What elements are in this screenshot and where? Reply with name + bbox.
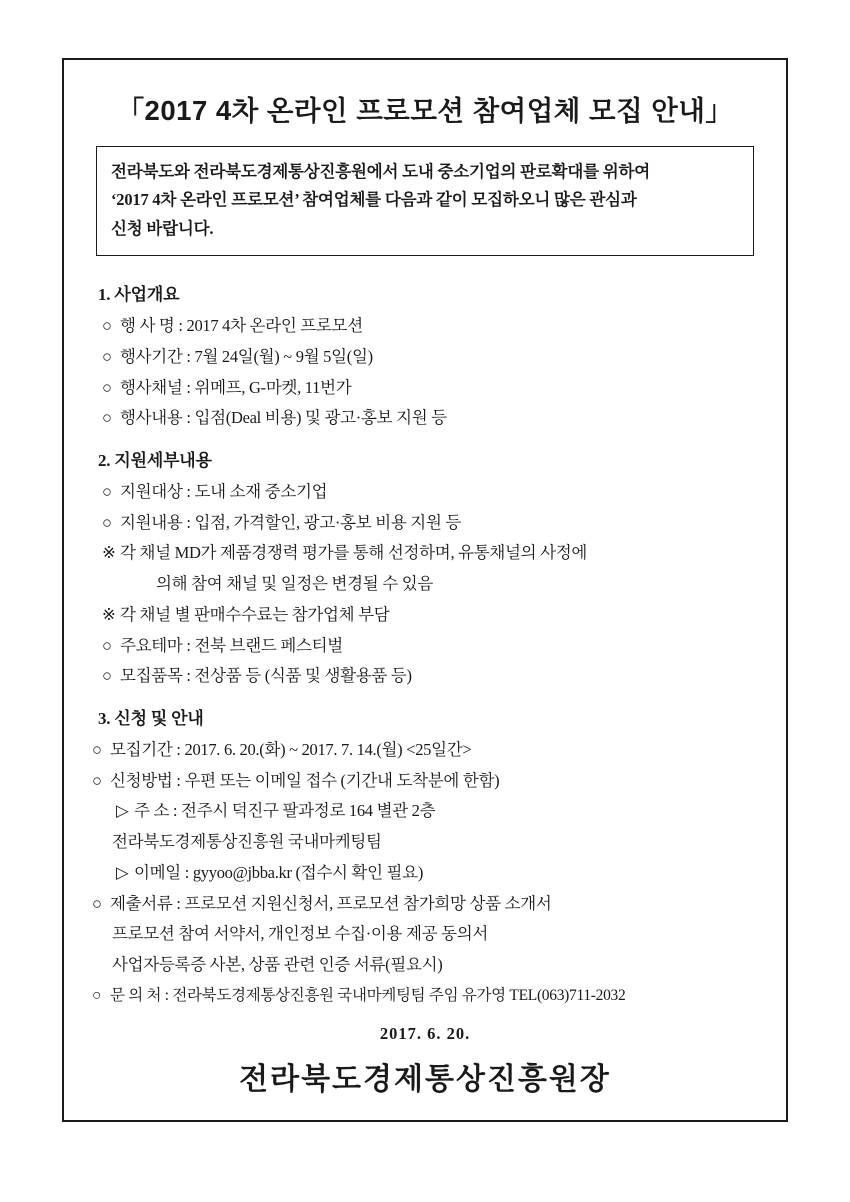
list-item-text: 의해 참여 채널 및 일정은 변경될 수 있음 [156,574,433,594]
issue-date: 2017. 6. 20. [379,1023,471,1043]
list-item-text: 주 소 : 전주시 덕진구 팔과정로 164 별관 2층 [134,801,436,821]
list-item-text: 모집품목 : 전상품 등 (식품 및 생활용품 등) [120,666,412,686]
list-item [90,510,760,537]
list-item-text: 행사내용 : 입점(Deal 비용) 및 광고·홍보 지원 등 [120,408,447,428]
section-heading: 3. 신청 및 안내 [98,709,204,729]
list-item-continuation [90,571,760,598]
section-application-info [90,704,760,1008]
document-page [62,58,788,1122]
bullet-circle-icon: ○ [102,635,112,655]
triangle-right-icon: ▷ [116,862,129,882]
list-item [90,313,760,340]
summary-line-1: 전라북도와 전라북도경제통상진흥원에서 도내 중소기업의 판로확대를 위하여 [111,162,651,181]
list-item-text: 행사채널 : 위메프, G-마켓, 11번가 [120,377,352,397]
section-heading: 1. 사업개요 [98,285,180,305]
list-item-text: 전라북도경제통상진흥원 국내마케팅팀 [112,832,382,852]
list-item [90,633,760,660]
bullet-circle-icon: ○ [92,986,102,1004]
bullet-circle-icon: ○ [102,377,112,397]
bullet-circle-icon: ○ [102,482,112,501]
list-item-text: 주요테마 : 전북 브랜드 페스티벌 [120,635,343,655]
list-item-note [90,602,760,629]
list-item-continuation [90,829,760,856]
list-item [90,663,760,690]
section-support-details [90,446,760,690]
list-item-text: 제출서류 : 프로모션 지원신청서, 프로모션 참가희망 상품 소개서 [110,893,552,913]
bullet-circle-icon: ○ [102,512,112,532]
list-item [90,344,760,371]
page-title: 「2017 4차 온라인 프로모션 참여업체 모집 안내」 [116,95,734,126]
bullet-circle-icon: ○ [92,770,102,790]
bullet-circle-icon: ○ [102,666,112,686]
list-item-contact [90,983,760,1008]
signature-line: 전라북도경제통상진흥원장 [239,1062,611,1096]
list-item-text: 각 채널 별 판매수수료는 참가업체 부담 [120,604,390,624]
asterisk-icon: ※ [102,543,116,563]
list-item-text: 사업자등록증 사본, 상품 관련 인증 서류(필요시) [112,955,443,975]
list-item [90,891,760,918]
summary-box [96,146,754,256]
list-item-email [90,860,760,887]
list-item [90,768,760,795]
list-item [90,479,760,506]
list-item-text: 각 채널 MD가 제품경쟁력 평가를 통해 선정하며, 유통채널의 사정에 [120,543,588,563]
list-item-text: 행 사 명 : 2017 4차 온라인 프로모션 [120,316,363,336]
list-item [90,405,760,432]
section-overview [90,280,760,432]
bullet-circle-icon: ○ [102,346,112,366]
list-item-continuation [90,921,760,948]
list-item-text: 모집기간 : 2017. 6. 20.(화) ~ 2017. 7. 14.(월) <25일간> [110,740,472,760]
list-item-continuation [90,952,760,979]
list-item-text: 문 의 처 : 전라북도경제통상진흥원 국내마케팅팀 주임 유가영 TEL(063)711-2032 [110,986,626,1004]
summary-line-2: ‘2017 4차 온라인 프로모션’ 참여업체를 다음과 같이 모집하오니 많은 관심과 [111,190,637,210]
asterisk-icon: ※ [102,604,116,624]
list-item-text: 지원내용 : 입점, 가격할인, 광고·홍보 비용 지원 등 [120,512,462,532]
list-item-text: 프로모션 참여 서약서, 개인정보 수집·이용 제공 동의서 [112,924,489,944]
list-item-text: 이메일 : gyyoo@jbba.kr (접수시 확인 필요) [134,862,424,882]
bullet-circle-icon: ○ [102,408,112,428]
list-item-address [90,798,760,825]
list-item-note [90,540,760,567]
list-item-text: 행사기간 : 7월 24일(월) ~ 9월 5일(일) [120,346,373,366]
list-item-text: 신청방법 : 우편 또는 이메일 접수 (기간내 도착분에 한함) [110,770,500,790]
list-item-text: 지원대상 : 도내 소재 중소기업 [120,482,328,501]
list-item [90,375,760,402]
summary-line-3: 신청 바랍니다. [111,218,214,238]
list-item [90,737,760,764]
triangle-right-icon: ▷ [116,801,129,821]
bullet-circle-icon: ○ [92,740,102,760]
bullet-circle-icon: ○ [102,316,112,336]
bullet-circle-icon: ○ [92,893,102,913]
section-heading: 2. 지원세부내용 [98,451,212,470]
